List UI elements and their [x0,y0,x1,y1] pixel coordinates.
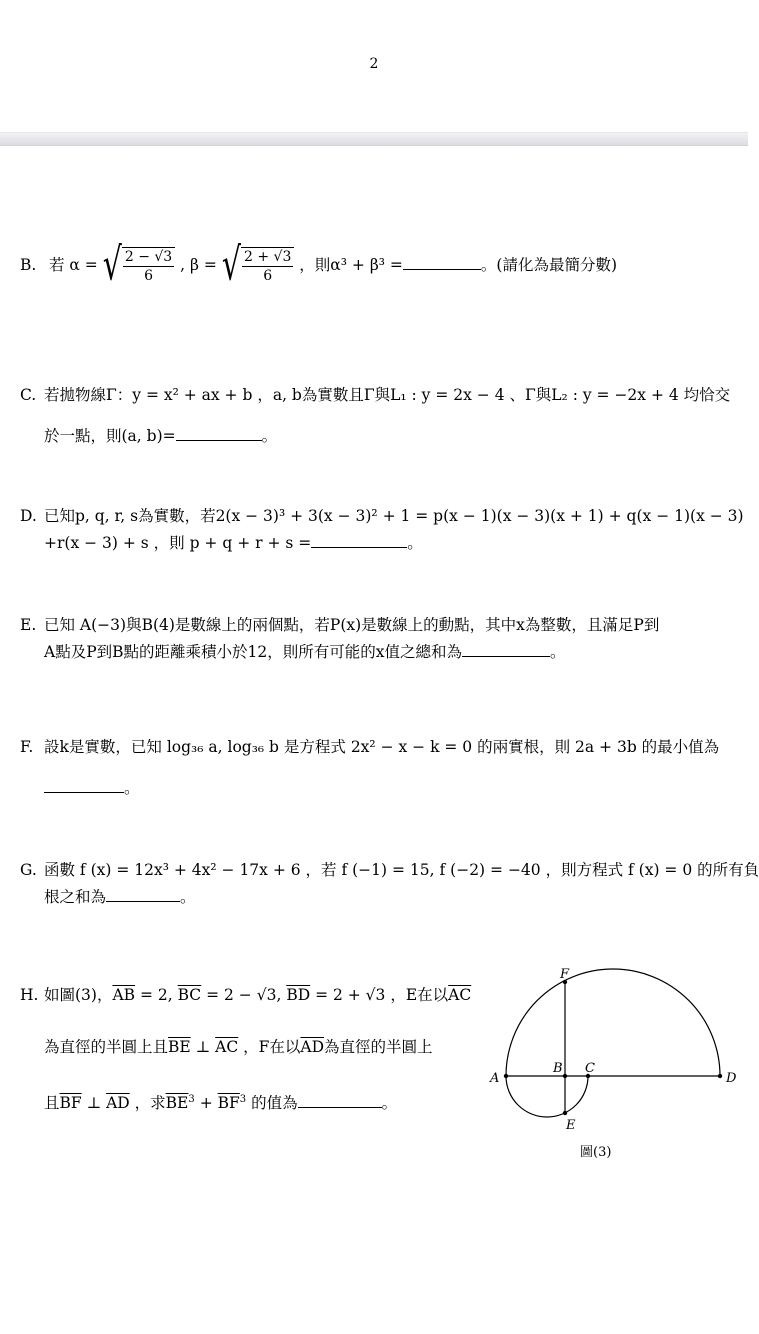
question-text: = 2 − √3, [201,986,287,1004]
segment-ab: $\overline{AB}$ [112,986,136,1004]
answer-blank [44,777,124,793]
segment-bf: $\overline{BF}$ [217,1094,240,1113]
question-text: 為直徑的半圓上 [324,1038,433,1056]
beta-radical: √ $\frac{2 + √3}{6}$ [222,247,295,285]
question-line: 於一點，則(a, b)= [44,427,176,445]
question-label: B. [20,256,37,274]
semicircle-ad [506,969,720,1076]
question-d [20,503,744,557]
question-h [20,982,490,1117]
exponent: 3 [239,1094,247,1105]
question-line: 設k是實數，已知 log₃₆ a, log₃₆ b 是方程式 2x² − x − k = 0 的兩實根，則 2a + 3b 的最小值為 [44,738,720,756]
question-line: 已知 A(−3)與B(4)是數線上的兩個點，若P(x)是數線上的動點，其中x為整數，且滿足P到 [44,616,660,634]
question-text: ，則α³ + β³ = [299,256,403,274]
question-line: 根之和為 [44,888,107,906]
perp-symbol: ⊥ [190,1038,216,1056]
point-e [563,1111,567,1115]
segment-ad: $\overline{AD}$ [300,1038,325,1056]
question-text: 若 [48,256,65,274]
question-line: 若拋物線Γ：y = x² + ax + b ，a, b為實數且Γ與L₁ : y = 2x − 4 、Γ與L₂ : y = −2x + 4 均恰交 [44,386,731,404]
answer-blank [311,532,407,548]
segment-be: $\overline{BE}$ [165,1094,189,1113]
segment-ad: $\overline{AD}$ [106,1094,130,1113]
beta-denominator: 6 [263,268,273,284]
page-separator [0,132,748,146]
label-e: E [566,1118,576,1133]
question-line: A點及P到B點的距離乘積小於12，則所有可能的x值之總和為 [44,643,462,661]
answer-blank [106,886,180,902]
figure-caption: 圖(3) [580,1145,612,1160]
label-b: B [553,1061,563,1076]
question-c [20,382,730,450]
question-line: +r(x − 3) + s ，則 p + q + r + s = [44,534,312,552]
answer-blank [298,1092,382,1108]
question-e [20,612,730,666]
point-a [504,1074,508,1078]
page-top-area [0,0,748,132]
separator: , [180,256,186,274]
segment-ac: $\overline{AC}$ [448,986,472,1004]
question-line: 。 [549,643,566,661]
question-line: 。 [407,534,423,552]
label-d: D [726,1071,737,1086]
point-d [718,1074,722,1078]
question-text: = 2 + √3 ，E在以 [310,986,449,1004]
segment-bd: $\overline{BD}$ [286,986,311,1004]
question-text: 的值為 [246,1094,298,1113]
question-text: 。 [381,1094,398,1113]
question-text: 。(請化為最簡分數) [480,256,618,274]
question-text: = 2, [135,986,178,1004]
question-label: G. [20,861,37,879]
question-text: ，F在以 [238,1038,301,1056]
question-line: 。 [124,779,140,797]
label-c: C [585,1061,595,1076]
question-g [20,857,759,911]
question-label: F. [20,738,34,756]
perp-symbol: ⊥ [81,1094,107,1113]
label-f: F [560,967,570,982]
beta-lhs: β = [190,256,217,274]
segment-ac: $\overline{AC}$ [215,1038,239,1056]
segment-bf: $\overline{BF}$ [59,1094,82,1113]
answer-blank [403,254,481,270]
question-text: 為直徑的半圓上且 [44,1038,169,1056]
question-label: C. [20,386,37,404]
question-line: 。 [180,888,196,906]
page-number: 2 [369,56,379,72]
question-b [20,239,730,292]
beta-numerator: 2 + √3 [243,249,292,265]
question-label: D. [20,507,37,525]
answer-blank [462,641,550,657]
alpha-lhs: α = [69,256,98,274]
exponent: 3 [188,1094,195,1105]
question-label: H. [20,986,39,1004]
segment-bc: $\overline{BC}$ [177,986,202,1004]
question-text: 如圖(3)， [44,986,113,1004]
label-a: A [490,1071,500,1086]
segment-be: $\overline{BE}$ [168,1038,191,1056]
alpha-numerator: 2 − √3 [124,249,173,265]
alpha-denominator: 6 [144,268,153,284]
semicircle-ac [506,1076,588,1117]
question-text: + [194,1094,218,1113]
point-b [563,1074,567,1078]
question-line: 。 [261,427,278,445]
figure-3-diagram [484,962,737,1162]
question-label: E. [20,616,37,634]
alpha-radical: √ $\frac{2 - √3}{6}$ [103,247,176,285]
question-text: ，求 [129,1094,166,1113]
question-text: 且 [44,1094,60,1113]
answer-blank [176,425,262,441]
question-line: 函數 f (x) = 12x³ + 4x² − 17x + 6 ，若 f (−1) = 15, f (−2) = −40 ，則方程式 f (x) = 0 的所有負 [44,861,759,879]
question-line: 已知p, q, r, s為實數，若2(x − 3)³ + 3(x − 3)² + 1 = p(x − 1)(x − 3)(x + 1) + q(x − 1)(x − 3) [44,507,744,525]
question-f [20,734,730,802]
